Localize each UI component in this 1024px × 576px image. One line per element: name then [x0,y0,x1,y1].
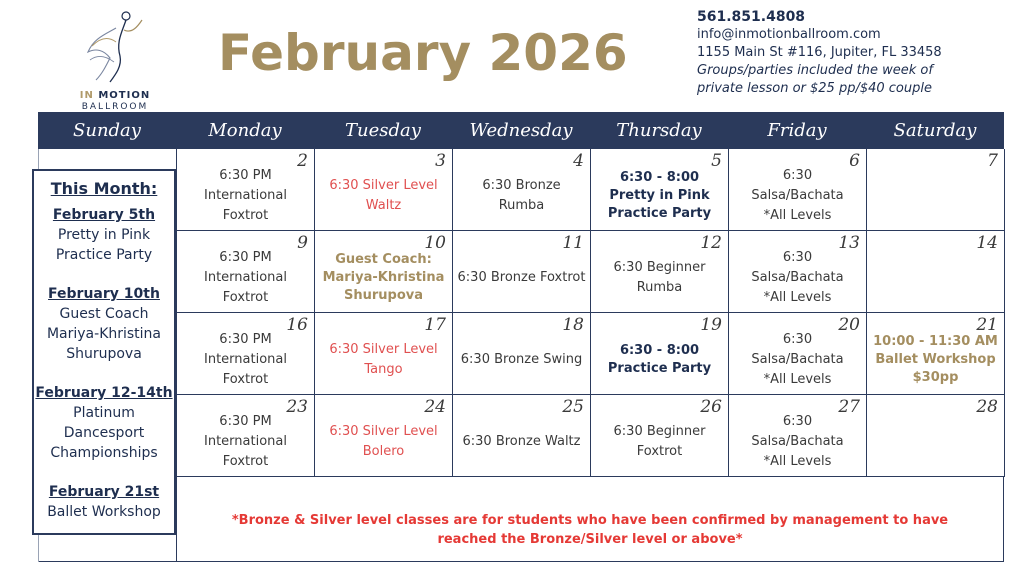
event-text [595,169,724,223]
day-number: 4 [573,151,584,171]
event-line: 6:30 Bronze Swing [460,352,583,367]
day-number: 16 [286,315,308,335]
day-number: 26 [700,397,722,417]
event-summary-date: February 10th [48,286,160,302]
level-footnote [177,476,1004,562]
day-number: 21 [976,315,998,335]
event-text [181,248,310,308]
day-cell [591,231,729,313]
event-line: 6:30 [782,414,813,429]
event-line: 6:30 [782,332,813,347]
event-text [457,268,586,288]
day-cell [729,395,867,477]
pricing-note-line-2: private lesson or $25 pp/$40 couple [697,81,932,96]
event-summary-line: Ballet Workshop [47,504,161,520]
event-line: Waltz [365,198,402,213]
logo-wordmark: IN MOTION [79,90,151,101]
event-text [595,422,724,462]
event-line: Foxtrot [222,290,269,305]
event-line: 6:30 PM [219,168,272,183]
day-cell [177,149,315,231]
event-text [457,432,586,452]
this-month-panel [32,169,176,535]
phone-number: 561.851.4808 [697,9,806,25]
event-line: *All Levels [763,208,832,223]
event-line: 10:00 - 11:30 AM [873,334,998,349]
event-line: Salsa/Bachata [751,352,844,367]
day-cell [315,395,453,477]
weekday-friday: Friday [767,120,827,141]
day-cell [591,395,729,477]
event-line: Rumba [636,280,683,295]
event-text [733,330,862,390]
day-cell [729,149,867,231]
day-number: 9 [297,233,308,253]
event-summary-date: February 21st [48,484,160,500]
event-summary-line: Practice Party [55,247,153,263]
event-text [733,412,862,472]
day-number: 27 [838,397,860,417]
day-number: 12 [700,233,722,253]
day-number: 19 [700,315,722,335]
day-cell [867,149,1005,231]
event-line: 6:30 Beginner [613,260,706,275]
event-line: 6:30 PM [219,414,272,429]
day-number: 18 [562,315,584,335]
event-line: Salsa/Bachata [751,188,844,203]
day-cell [453,313,591,395]
event-line: Tango [364,362,403,377]
day-cell [177,313,315,395]
day-number: 23 [286,397,308,417]
event-line: 6:30 Bronze [482,178,561,193]
event-text [181,330,310,390]
weekday-monday: Monday [208,120,282,141]
event-line: International [204,352,287,367]
weekday-tuesday: Tuesday [345,120,421,141]
event-line: 6:30 - 8:00 [619,343,700,358]
event-line: 6:30 PM [219,250,272,265]
day-cell [867,313,1005,395]
event-line: Shurupova [343,288,424,303]
email-address: info@inmotionballroom.com [697,27,881,42]
event-text [733,166,862,226]
event-summary-line: Dancesport [63,425,145,441]
day-number: 10 [424,233,446,253]
event-line: Ballet Workshop [875,352,996,367]
event-line: 6:30 [782,168,813,183]
event-line: Salsa/Bachata [751,434,844,449]
event-line: 6:30 PM [219,332,272,347]
event-line: Bolero [362,444,405,459]
weekday-saturday: Saturday [893,120,977,141]
event-summary-date: February 5th [52,207,156,223]
event-summary-line: Pretty in Pink [57,227,151,243]
event-line: *All Levels [763,290,832,305]
event-text [595,258,724,298]
event-line: Foxtrot [636,444,683,459]
day-cell [729,231,867,313]
day-number: 6 [849,151,860,171]
day-number: 17 [424,315,446,335]
event-text [319,422,448,462]
event-text [871,333,1000,387]
event-line: $30pp [912,370,959,385]
event-line: Guest Coach: [335,252,432,267]
event-text [181,412,310,472]
event-line: International [204,434,287,449]
event-text [319,176,448,216]
this-month-heading: This Month: [50,179,158,198]
event-summary-line: Mariya-Khristina [46,326,162,342]
day-cell [315,231,453,313]
event-line: 6:30 Silver Level [329,178,438,193]
street-address: 1155 Main St #116, Jupiter, FL 33458 [697,45,942,60]
event-summary-item [34,383,174,463]
event-text [733,248,862,308]
day-cell [177,395,315,477]
event-summary-line: Championships [50,445,158,461]
month-title: February 2026 [218,24,628,82]
day-number: 2 [297,151,308,171]
event-line: 6:30 Beginner [613,424,706,439]
event-line: Foxtrot [222,372,269,387]
day-number: 13 [838,233,860,253]
event-summary-line: Shurupova [66,346,142,362]
event-text [457,350,586,370]
dancers-logo-icon [86,8,146,86]
contact-info [697,8,1017,98]
footnote-line-2: reached the Bronze/Silver level or above* [437,532,743,547]
day-cell [177,231,315,313]
event-text [457,176,586,216]
event-line: Rumba [498,198,545,213]
event-line: International [204,188,287,203]
day-cell [729,313,867,395]
day-number: 14 [976,233,998,253]
day-number: 11 [562,233,584,253]
weekday-thursday: Thursday [616,120,702,141]
event-line: Practice Party [607,361,712,376]
event-summary-item [34,284,174,364]
day-cell [315,313,453,395]
event-line: 6:30 Silver Level [329,424,438,439]
event-summary-line: Platinum [73,405,135,421]
event-text [181,166,310,226]
event-line: Salsa/Bachata [751,270,844,285]
event-summary-item [34,482,174,522]
event-summary-line: Guest Coach [59,306,149,322]
day-cell [867,231,1005,313]
day-cell [591,313,729,395]
event-line: 6:30 Bronze Foxtrot [457,270,586,285]
event-summary-date: February 12-14th [35,385,173,401]
weekday-wednesday: Wednesday [469,120,573,141]
weekday-header [38,112,1004,149]
event-line: *All Levels [763,372,832,387]
day-cell [453,231,591,313]
weekday-sunday: Sunday [73,120,141,141]
footnote-line-1: *Bronze & Silver level classes are for students who have been confirmed by management to have [231,513,949,528]
logo [48,8,183,112]
event-line: Practice Party [607,206,712,221]
event-line: *All Levels [763,454,832,469]
event-line: 6:30 Bronze Waltz [462,434,581,449]
event-text [319,251,448,305]
day-cell [315,149,453,231]
day-number: 25 [562,397,584,417]
day-number: 3 [435,151,446,171]
event-line: 6:30 - 8:00 [619,170,700,185]
day-number: 24 [424,397,446,417]
event-text [319,340,448,380]
event-line: Pretty in Pink [609,188,710,203]
pricing-note-line-1: Groups/parties included the week of [697,63,933,78]
day-number: 7 [987,151,998,171]
event-line: Foxtrot [222,454,269,469]
event-text [595,342,724,378]
day-number: 28 [976,397,998,417]
event-line: 6:30 [782,250,813,265]
day-number: 20 [838,315,860,335]
day-number: 5 [711,151,722,171]
day-cell [453,149,591,231]
event-line: International [204,270,287,285]
logo-subtitle: BALLROOM [81,102,149,112]
day-cell [867,395,1005,477]
event-summary-item [34,205,174,265]
day-cell [453,395,591,477]
event-line: Foxtrot [222,208,269,223]
event-line: Mariya-Khristina [322,270,445,285]
event-line: 6:30 Silver Level [329,342,438,357]
day-cell [591,149,729,231]
